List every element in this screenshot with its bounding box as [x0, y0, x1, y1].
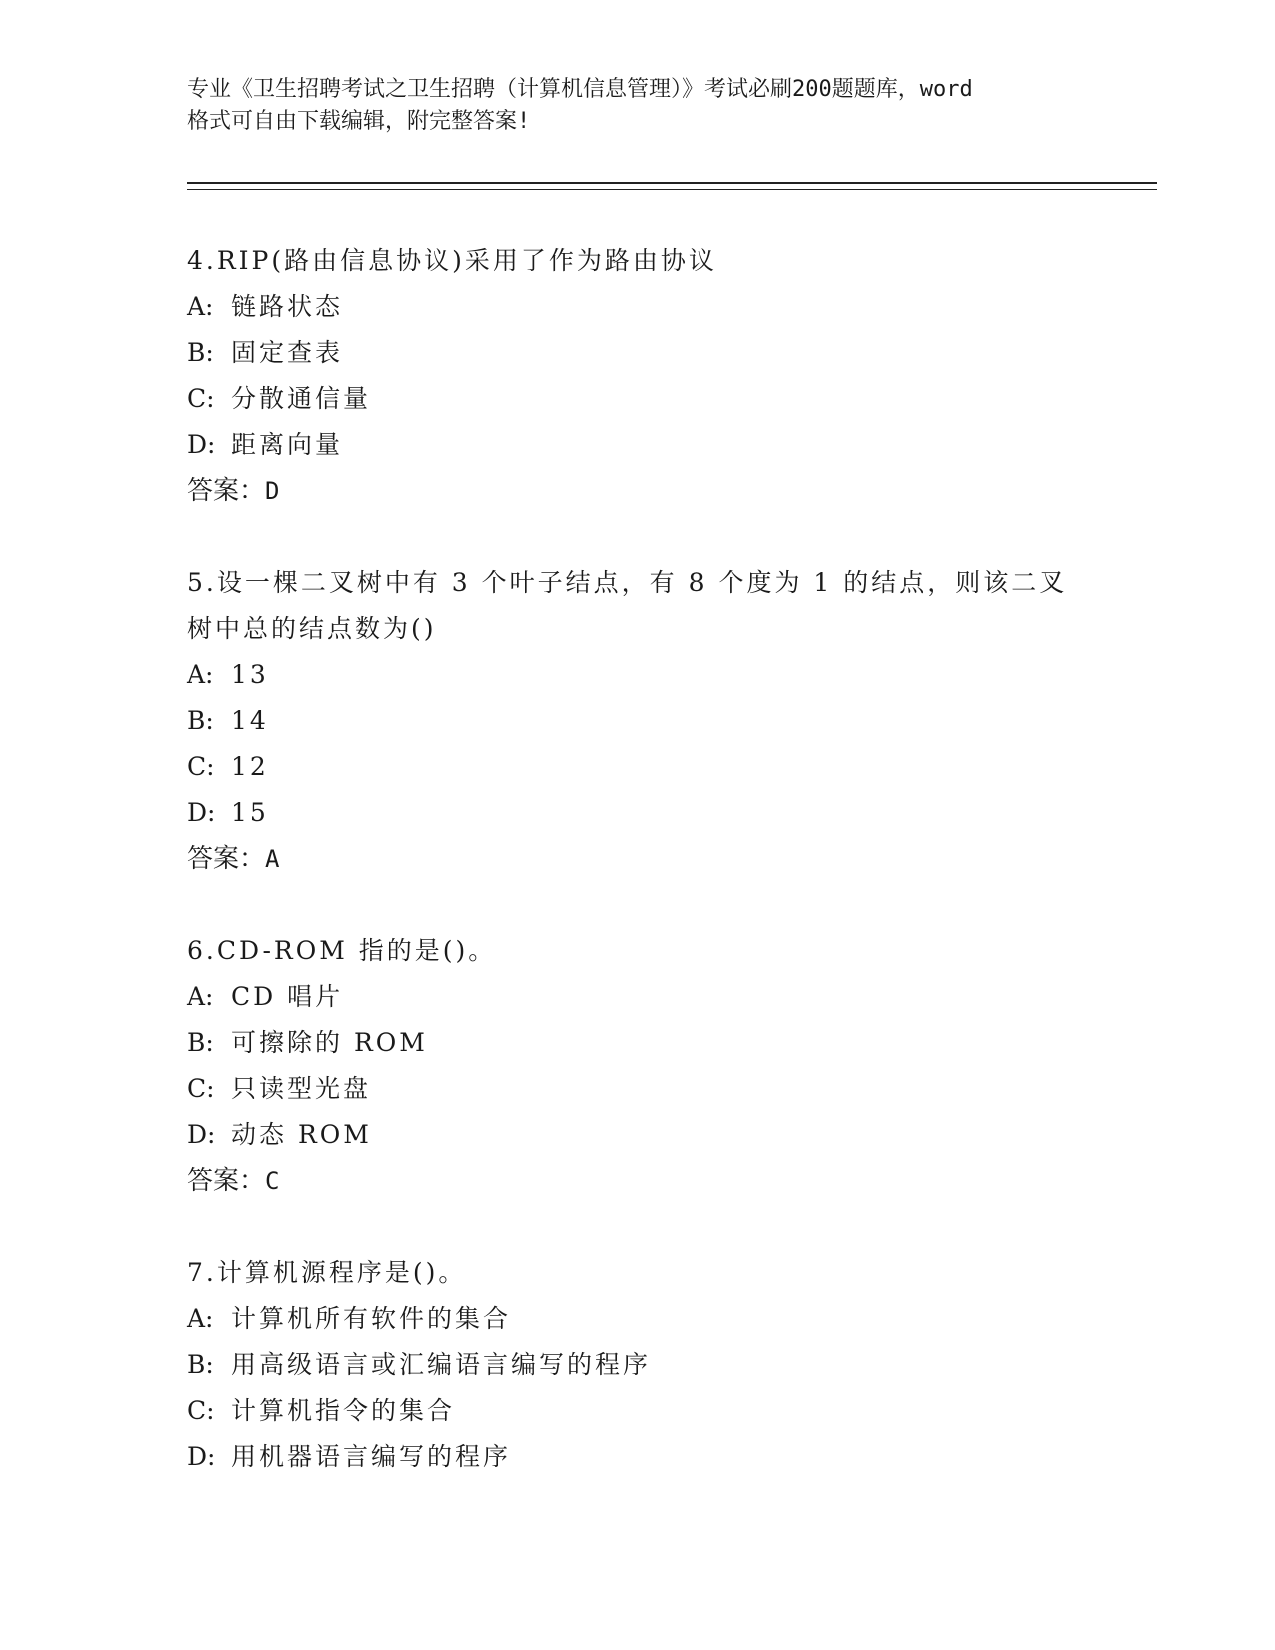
header-line-1: 专业《卫生招聘考试之卫生招聘（计算机信息管理）》考试必刷200题题库，word — [187, 77, 973, 102]
answer-value: D — [265, 477, 280, 505]
option-text: 14 — [231, 706, 269, 735]
option-text: 13 — [231, 660, 269, 689]
option-key: B: — [187, 1350, 214, 1379]
option-text: 固定查表 — [231, 338, 344, 367]
option-key: D: — [187, 798, 216, 827]
question-title: 7.计算机源程序是()。 — [187, 1258, 467, 1287]
option-text: 用机器语言编写的程序 — [231, 1442, 512, 1471]
option-key: C: — [187, 1074, 215, 1103]
option-text: 12 — [231, 752, 269, 781]
option-key: C: — [187, 384, 215, 413]
option-key: C: — [187, 752, 215, 781]
option-key: D: — [187, 1120, 216, 1149]
answer-line — [187, 1158, 1157, 1204]
answer-label: 答案： — [187, 1166, 266, 1196]
answer-line — [187, 836, 1157, 882]
question-item — [187, 1250, 1157, 1480]
option-key: A: — [187, 660, 214, 689]
answer-value: C — [265, 1167, 280, 1195]
option-key: A: — [187, 292, 214, 321]
question-list — [187, 238, 1157, 1480]
answer-value: A — [265, 845, 280, 873]
option-key: B: — [187, 706, 214, 735]
option-key: D: — [187, 1442, 216, 1471]
answer-label: 答案： — [187, 844, 266, 874]
option-b — [187, 698, 1157, 744]
document-header — [187, 74, 1157, 138]
option-b — [187, 330, 1157, 376]
option-key: A: — [187, 982, 214, 1011]
header-divider — [187, 182, 1157, 190]
option-d — [187, 1112, 1157, 1158]
option-c — [187, 376, 1157, 422]
option-a — [187, 652, 1157, 698]
option-text: 只读型光盘 — [231, 1074, 372, 1103]
option-d — [187, 422, 1157, 468]
option-a — [187, 1296, 1157, 1342]
question-title: 4.RIP(路由信息协议)采用了作为路由协议 — [187, 246, 717, 275]
document-page — [187, 0, 1157, 1526]
option-c — [187, 1388, 1157, 1434]
option-text: 可擦除的 ROM — [231, 1028, 428, 1057]
option-b — [187, 1342, 1157, 1388]
question-title-line-2: 树中总的结点数为() — [187, 614, 437, 643]
option-text: 分散通信量 — [231, 384, 372, 413]
option-key: D: — [187, 430, 216, 459]
question-item — [187, 238, 1157, 514]
option-b — [187, 1020, 1157, 1066]
option-text: 动态 ROM — [231, 1120, 372, 1149]
option-key: A: — [187, 1304, 214, 1333]
option-a — [187, 974, 1157, 1020]
option-c — [187, 1066, 1157, 1112]
option-key: B: — [187, 1028, 214, 1057]
option-text: 距离向量 — [231, 430, 344, 459]
question-title: 6.CD-ROM 指的是()。 — [187, 936, 497, 965]
option-text: 计算机所有软件的集合 — [231, 1304, 512, 1333]
answer-label: 答案： — [187, 476, 266, 506]
option-text: CD 唱片 — [231, 982, 344, 1011]
option-key: C: — [187, 1396, 215, 1425]
option-text: 计算机指令的集合 — [231, 1396, 456, 1425]
option-c — [187, 744, 1157, 790]
answer-line — [187, 468, 1157, 514]
question-item — [187, 560, 1157, 882]
question-title-line-1: 5.设一棵二叉树中有 3 个叶子结点，有 8 个度为 1 的结点，则该二叉 — [187, 568, 1068, 597]
option-text: 链路状态 — [231, 292, 344, 321]
option-d — [187, 1434, 1157, 1480]
option-key: B: — [187, 338, 214, 367]
option-text: 15 — [231, 798, 269, 827]
option-a — [187, 284, 1157, 330]
header-line-2: 格式可自由下载编辑，附完整答案! — [187, 109, 531, 134]
question-item — [187, 928, 1157, 1204]
option-d — [187, 790, 1157, 836]
option-text: 用高级语言或汇编语言编写的程序 — [231, 1350, 652, 1379]
